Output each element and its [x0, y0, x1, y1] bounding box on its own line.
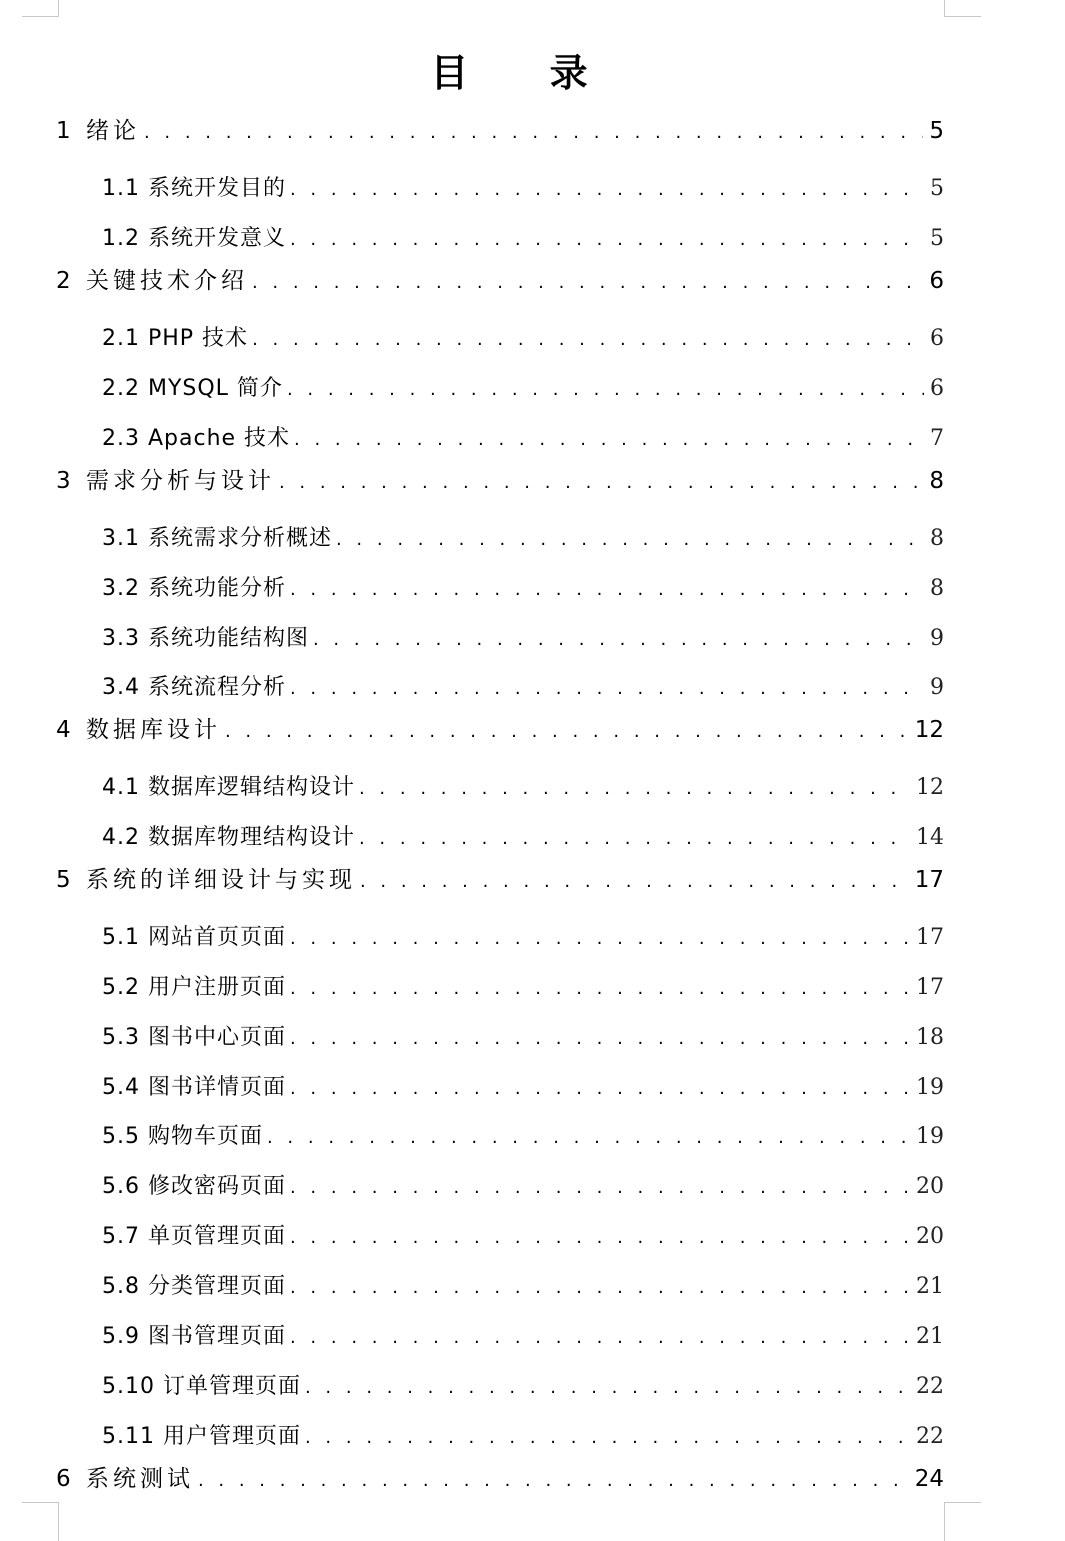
toc-entry-label: 5.2 用户注册页面 — [102, 975, 286, 1000]
toc-page-number: 18 — [916, 1025, 944, 1050]
toc-section-entry[interactable] — [102, 1122, 944, 1152]
toc-entry-label: 5.11 用户管理页面 — [102, 1424, 301, 1449]
toc-entry-label: 4 数据库设计 — [56, 717, 221, 743]
toc-page-number: 21 — [916, 1324, 944, 1349]
toc-entry-label: 1.1 系统开发目的 — [102, 176, 286, 201]
toc-dot-leader — [290, 974, 910, 1004]
toc-entry-label: 3.2 系统功能分析 — [102, 576, 286, 601]
toc-page-number: 21 — [916, 1274, 944, 1299]
toc-page-number: 24 — [914, 1466, 944, 1492]
toc-section-entry[interactable] — [102, 823, 944, 853]
toc-section-entry[interactable] — [102, 174, 944, 204]
toc-page-number: 7 — [930, 426, 944, 451]
toc-page-number: 17 — [916, 925, 944, 950]
toc-chapter-entry[interactable] — [56, 1464, 944, 1494]
toc-section-entry[interactable] — [102, 424, 944, 454]
toc-entry-label: 1.2 系统开发意义 — [102, 226, 286, 251]
toc-page-number: 12 — [916, 775, 944, 800]
toc-dot-leader — [359, 774, 910, 804]
toc-section-entry[interactable] — [102, 1322, 944, 1352]
toc-entry-label: 5.5 购物车页面 — [102, 1124, 263, 1149]
toc-entry-label: 5.10 订单管理页面 — [102, 1374, 301, 1399]
toc-entry-label: 3.3 系统功能结构图 — [102, 626, 309, 651]
toc-page-number: 6 — [929, 268, 944, 294]
toc-chapter-entry[interactable] — [56, 116, 944, 146]
toc-page-number: 8 — [929, 468, 944, 494]
toc-dot-leader — [290, 575, 924, 605]
toc-dot-leader — [279, 468, 923, 498]
toc-dot-leader — [360, 867, 909, 897]
toc-dot-leader — [252, 325, 924, 355]
toc-entry-label: 5.4 图书详情页面 — [102, 1075, 286, 1100]
toc-page-number: 9 — [930, 626, 944, 651]
toc-entry-label: 2.3 Apache 技术 — [102, 426, 291, 451]
toc-page-number: 20 — [916, 1174, 944, 1199]
toc-section-entry[interactable] — [102, 1172, 944, 1202]
toc-entry-label: 3.1 系统需求分析概述 — [102, 526, 332, 551]
toc-chapter-entry[interactable] — [56, 865, 944, 895]
toc-section-entry[interactable] — [102, 1372, 944, 1402]
toc-chapter-entry[interactable] — [56, 466, 944, 496]
toc-dot-leader — [290, 1273, 910, 1303]
toc-section-entry[interactable] — [102, 524, 944, 554]
toc-dot-leader — [290, 1024, 910, 1054]
toc-section-entry[interactable] — [102, 1422, 944, 1452]
toc-page-number: 6 — [930, 326, 944, 351]
toc-dot-leader — [267, 1123, 910, 1153]
toc-dot-leader — [305, 1373, 910, 1403]
toc-section-entry[interactable] — [102, 973, 944, 1003]
toc-dot-leader — [290, 924, 910, 954]
toc-page-number: 5 — [930, 176, 944, 201]
toc-dot-leader — [336, 525, 924, 555]
toc-dot-leader — [294, 425, 924, 455]
toc-dot-leader — [290, 1223, 910, 1253]
toc-section-entry[interactable] — [102, 574, 944, 604]
toc-page-number: 17 — [914, 867, 944, 893]
toc-section-entry[interactable] — [102, 624, 944, 654]
toc-entry-label: 3 需求分析与设计 — [56, 468, 275, 494]
toc-page-number: 6 — [930, 376, 944, 401]
toc-chapter-entry[interactable] — [56, 715, 944, 745]
toc-entry-label: 2.1 PHP 技术 — [102, 326, 249, 351]
toc-section-entry[interactable] — [102, 374, 944, 404]
toc-dot-leader — [144, 118, 923, 148]
toc-section-entry[interactable] — [102, 773, 944, 803]
toc-section-entry[interactable] — [102, 324, 944, 354]
toc-entry-label: 5 系统的详细设计与实现 — [56, 867, 356, 893]
toc-entry-label: 3.4 系统流程分析 — [102, 675, 286, 700]
toc-page-number: 22 — [916, 1374, 944, 1399]
page-title: 目 录 — [430, 51, 622, 96]
toc-section-entry[interactable] — [102, 923, 944, 953]
toc-entry-label: 4.1 数据库逻辑结构设计 — [102, 775, 355, 800]
toc-section-entry[interactable] — [102, 1222, 944, 1252]
toc-entry-label: 5.7 单页管理页面 — [102, 1224, 286, 1249]
toc-dot-leader — [198, 1466, 909, 1496]
toc-entry-label: 2.2 MYSQL 简介 — [102, 376, 283, 401]
toc-dot-leader — [290, 674, 924, 704]
toc-section-entry[interactable] — [102, 1272, 944, 1302]
toc-entry-label: 4.2 数据库物理结构设计 — [102, 825, 355, 850]
toc-section-entry[interactable] — [102, 1073, 944, 1103]
toc-dot-leader — [252, 268, 923, 298]
toc-page-number: 19 — [916, 1124, 944, 1149]
toc-section-entry[interactable] — [102, 224, 944, 254]
toc-dot-leader — [290, 1173, 910, 1203]
toc-page-number: 17 — [916, 975, 944, 1000]
toc-entry-label: 5.6 修改密码页面 — [102, 1174, 286, 1199]
toc-page-number: 8 — [930, 526, 944, 551]
toc-entry-label: 5.1 网站首页页面 — [102, 925, 286, 950]
toc-entry-label: 5.9 图书管理页面 — [102, 1324, 286, 1349]
toc-page-number: 22 — [916, 1424, 944, 1449]
toc-dot-leader — [313, 625, 924, 655]
toc-entry-label: 5.3 图书中心页面 — [102, 1025, 286, 1050]
toc-section-entry[interactable] — [102, 673, 944, 703]
toc-page-number: 5 — [930, 226, 944, 251]
toc-dot-leader — [290, 1074, 910, 1104]
toc-page-number: 12 — [914, 717, 944, 743]
toc-dot-leader — [290, 225, 924, 255]
toc-entry-label: 6 系统测试 — [56, 1466, 194, 1492]
toc-dot-leader — [287, 375, 924, 405]
toc-dot-leader — [290, 175, 924, 205]
toc-page-number: 20 — [916, 1224, 944, 1249]
toc-entry-label: 1 绪论 — [56, 118, 140, 144]
toc-page-number: 14 — [916, 825, 944, 850]
toc-dot-leader — [290, 1323, 910, 1353]
toc-page-number: 5 — [929, 118, 944, 144]
toc-section-entry[interactable] — [102, 1023, 944, 1053]
toc-dot-leader — [305, 1423, 910, 1453]
toc-entry-label: 2 关键技术介绍 — [56, 268, 248, 294]
toc-page-number: 19 — [916, 1075, 944, 1100]
toc-dot-leader — [225, 717, 909, 747]
toc-entry-label: 5.8 分类管理页面 — [102, 1274, 286, 1299]
toc-dot-leader — [359, 824, 910, 854]
toc-chapter-entry[interactable] — [56, 266, 944, 296]
toc-page-number: 8 — [930, 576, 944, 601]
toc-page-number: 9 — [930, 675, 944, 700]
